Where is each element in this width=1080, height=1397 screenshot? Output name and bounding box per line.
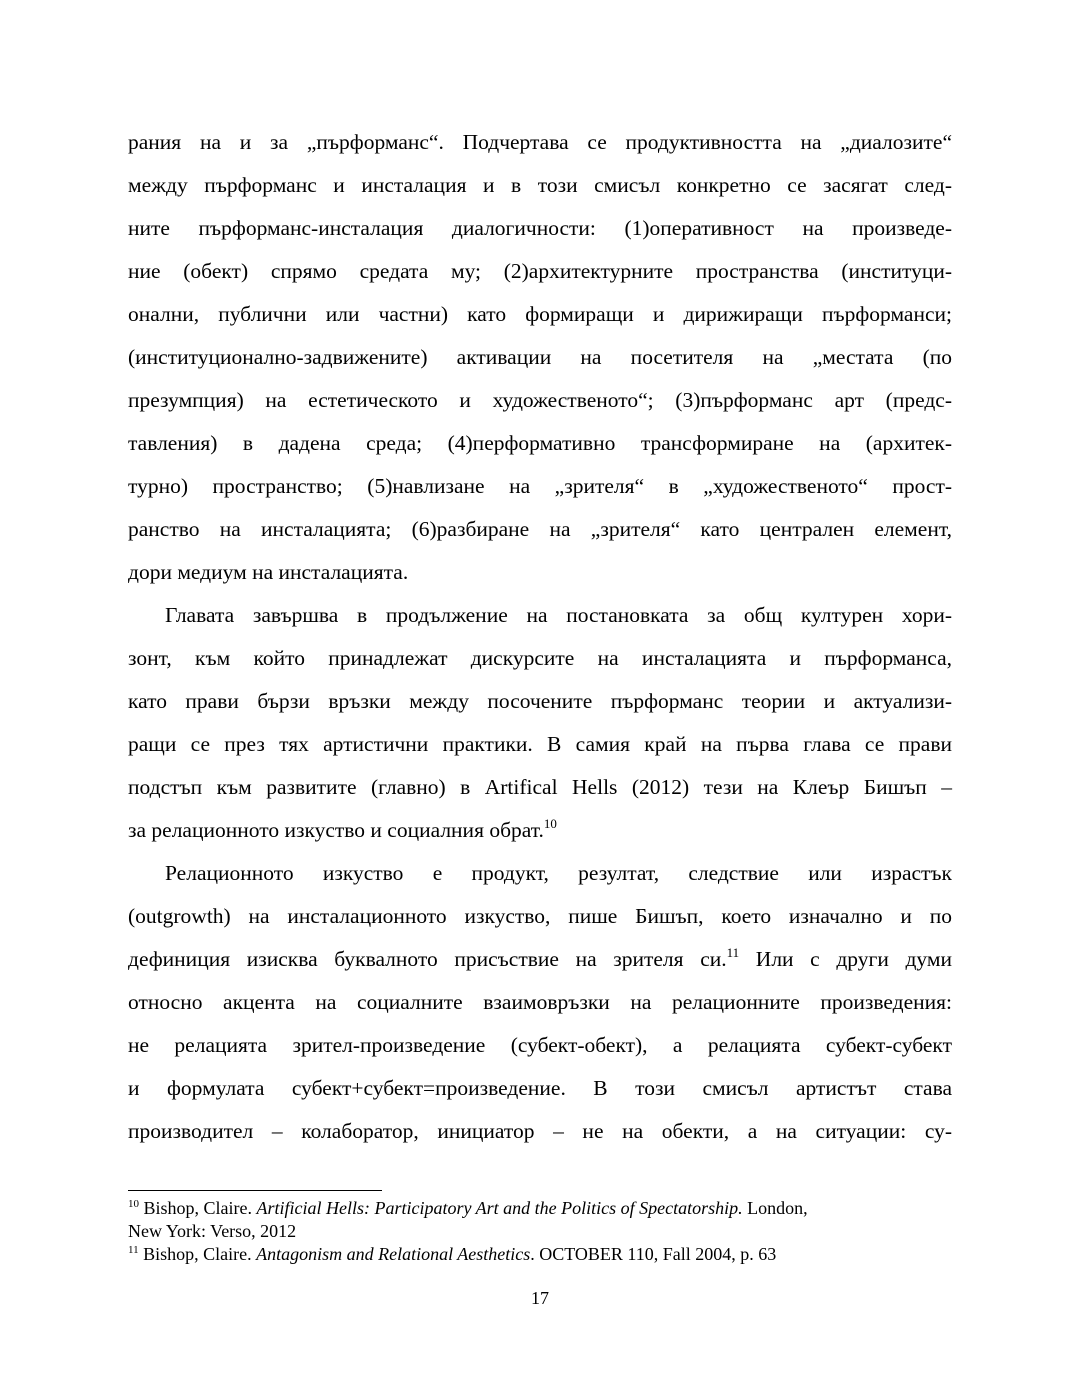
text-line: ращи се през тях артистични практики. В самия край на първа глава се прави <box>128 732 952 756</box>
text-segment: дефиниция изисква буквалното присъствие на зрителя си. <box>128 947 727 971</box>
text-line: онални, публични или частни) като формиращи и дирижиращи пърформанси; <box>128 302 952 326</box>
text-line <box>128 938 952 981</box>
body-text <box>128 121 952 1153</box>
footnote-text: . OCTOBER 110, Fall 2004, p. 63 <box>530 1244 777 1264</box>
footnote-title: Artificial Hells: Participatory Art and the Politics of Spectatorship. <box>256 1198 743 1218</box>
text-line: рания на и за „пърформанс“. Подчертава се продуктивността на „диалозите“ <box>128 130 952 154</box>
text-line: зонт, към който принадлежат дискурсите на инсталацията и пърформанса, <box>128 646 952 670</box>
footnote-author: Bishop, Claire. <box>139 1198 257 1218</box>
footnote-reference[interactable]: 10 <box>543 816 557 831</box>
footnote-title: Antagonism and Relational Aesthetics <box>256 1244 531 1264</box>
footnote-author: Bishop, Claire. <box>138 1244 257 1264</box>
footnotes <box>128 1197 952 1266</box>
text-segment: Или с други думи <box>739 947 952 971</box>
text-line: дори медиум на инсталацията. <box>128 560 409 584</box>
text-line: ните пърформанс-инсталация диалогичности: (1)оперативност на произведе- <box>128 216 952 240</box>
text-line <box>128 809 952 852</box>
footnote-10 <box>128 1197 952 1243</box>
text-line: ранство на инсталацията; (6)разбиране на „зрителя“ като централен елемент, <box>128 517 952 541</box>
text-line: ние (обект) спрямо средата му; (2)архитектурните пространства (институци- <box>128 259 952 283</box>
footnote-text: London, <box>742 1198 808 1218</box>
footnote-number: 11 <box>128 1244 139 1256</box>
text-line: (outgrowth) на инсталационното изкуство, пише Бишъп, което изначално и по <box>128 904 952 928</box>
text-line: производител – колаборатор, инициатор – не на обекти, а на ситуации: су- <box>128 1119 952 1143</box>
text-line: презумпция) на естетическото и художественото“; (3)пърформанс арт (предс- <box>128 388 952 412</box>
paragraph-3 <box>128 852 952 1153</box>
text-line: не релацията зрител-произведение (субект-обект), а релацията субект-субект <box>128 1033 952 1057</box>
text-line: между пърформанс и инсталация и в този смисъл конкретно се засягат след- <box>128 173 952 197</box>
footnote-number: 10 <box>128 1198 139 1210</box>
text-line: (институционално-задвижените) активации на посетителя на „местата (по <box>128 345 952 369</box>
paragraph-2 <box>128 594 952 852</box>
page-number: 17 <box>531 1288 549 1308</box>
footnote-11 <box>128 1243 952 1266</box>
text-line: турно) пространство; (5)навлизане на „зрителя“ в „художественото“ прост- <box>128 474 952 498</box>
text-line: и формулата субект+субект=произведение. В този смисъл артистът става <box>128 1076 952 1100</box>
text-line: като прави бързи връзки между посочените пърформанс теории и актуализи- <box>128 689 952 713</box>
text-line: тавления) в дадена среда; (4)перформативно трансформиране на (архитек- <box>128 431 952 455</box>
footnote-divider <box>128 1190 382 1191</box>
text-line: Главата завършва в продължение на постановката за общ културен хори- <box>165 603 952 627</box>
text-line: относно акцента на социалните взаимовръзки на релационните произведения: <box>128 990 952 1014</box>
paragraph-1 <box>128 121 952 594</box>
text-line: Релационното изкуство е продукт, резултат, следствие или израстък <box>165 861 952 885</box>
text-segment: за релационното изкуство и социалния обрат. <box>128 818 544 842</box>
footnote-reference[interactable]: 11 <box>726 945 740 960</box>
footnote-text: New York: Verso, 2012 <box>128 1221 297 1241</box>
text-line: подстъп към развитите (главно) в Artifical Hells (2012) тези на Клеър Бишъп – <box>128 775 952 799</box>
